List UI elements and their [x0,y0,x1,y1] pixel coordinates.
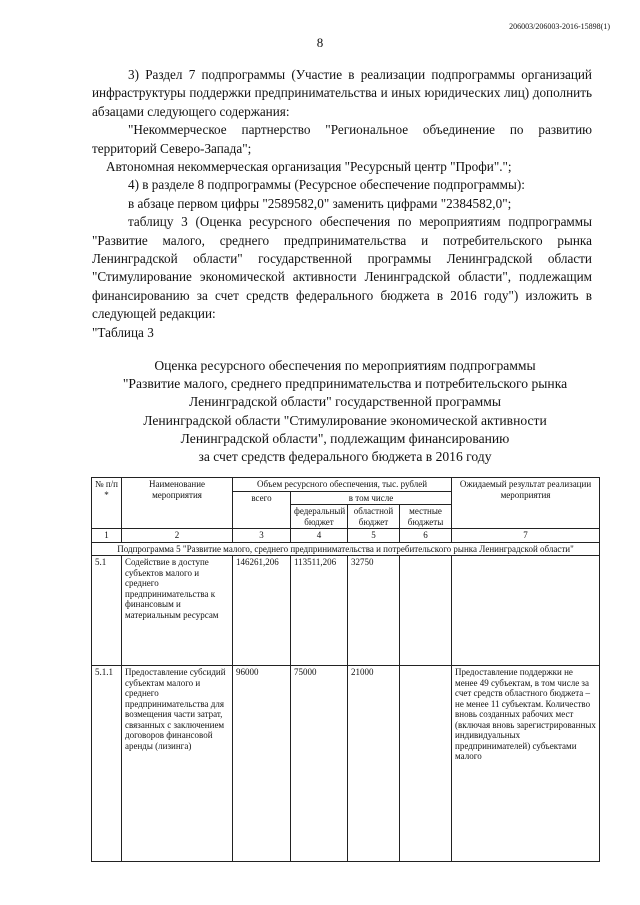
row-name: Содействие в доступе субъектов малого и среднего предпринимательства к финансовым и материальным ресурсам [122,556,233,666]
table-row [92,556,600,666]
header-including: в том числе [291,491,452,505]
column-number: 2 [122,529,233,543]
row-num: 5.1 [92,556,122,666]
column-number: 5 [348,529,400,543]
row-local [400,666,452,862]
paragraph-table-3: таблицу 3 (Оценка ресурсного обеспечения по мероприятиям подпрограммы "Развитие малого, среднего предпринимательства и потребительского рынка Ленинградской области" государственной программы Ленинградской области "Стимулирование экономической активности Ленинградской области", подлежащим финансированию за счет средств федерального бюджета в 2016 году") изложить в следующей редакции: [92,214,592,322]
paragraph-resource-center: Автономная некоммерческая организация "Ресурсный центр "Профи"."; [106,159,512,175]
document-id: 206003/206003-2016-15898(1) [509,22,610,31]
table-title-line: Ленинградской области", подлежащим финансированию [180,430,510,446]
table-title-line: Оценка ресурсного обеспечения по мероприятиям подпрограммы [154,358,536,373]
column-number: 7 [452,529,600,543]
header-name: Наименование мероприятия [122,478,233,529]
row-federal: 113511,206 [291,556,348,666]
paragraph-replace-figures: в абзаце первом цифры "2589582,0" заменить цифрами "2384582,0"; [128,195,512,211]
header-num: № п/п * [92,478,122,529]
subprogram-row [92,542,600,556]
header-result: Ожидаемый результат реализации мероприятия [452,478,600,529]
paragraph-partnership: "Некоммерческое партнерство "Региональное объединение по развитию территорий Северо-Запада"; [92,122,592,156]
paragraph-section-7: 3) Раздел 7 подпрограммы (Участие в реализации подпрограммы организаций инфраструктуры поддержки предпринимательства и иных юридических лиц) дополнить абзацами следующего содержания: [92,67,592,119]
body-text [92,66,592,342]
column-number: 3 [233,529,291,543]
header-regional: областной бюджет [348,505,400,529]
table-title-line: Ленинградской области" государственной программы [188,394,501,410]
table-3-label: "Таблица 3 [92,324,154,340]
column-number: 6 [400,529,452,543]
row-federal: 75000 [291,666,348,862]
header-federal: федеральный бюджет [291,505,348,529]
table-title-line: Ленинградской области "Стимулирование экономической активности [143,412,547,428]
table-title-line: "Развитие малого, среднего предпринимательства и потребительского рынка [122,376,568,392]
table-title [90,357,600,466]
page-number: 8 [316,35,324,50]
resource-table [91,477,600,862]
row-regional: 32750 [348,556,400,666]
column-number-row [92,529,600,543]
row-result: Предоставление поддержки не менее 49 субъектам, в том числе за счет средств областного бюджета – не менее 11 субъектам. Количество вновь созданных рабочих мест (включая вновь зарегистрированных индивидуальных предпринимателей) субъектами малого [452,666,600,862]
column-number: 4 [291,529,348,543]
row-total: 96000 [233,666,291,862]
header-local: местные бюджеты [400,505,452,529]
row-name: Предоставление субсидий субъектам малого и среднего предпринимательства для возмещения части затрат, связанных с заключением договоров финансовой аренды (лизинга) [122,666,233,862]
table-row [92,666,600,862]
header-volume: Объем ресурсного обеспечения, тыс. рублей [233,478,452,492]
paragraph-section-8: 4) в разделе 8 подпрограммы (Ресурсное обеспечение подпрограммы): [128,177,525,193]
row-result [452,556,600,666]
row-local [400,556,452,666]
row-regional: 21000 [348,666,400,862]
column-number: 1 [92,529,122,543]
subprogram-title: Подпрограмма 5 "Развитие малого, среднего предпринимательства и потребительского рынка Ленинградской области" [92,542,600,556]
row-total: 146261,206 [233,556,291,666]
header-total: всего [233,491,291,529]
table-title-line: за счет средств федерального бюджета в 2016 году [198,449,492,465]
row-num: 5.1.1 [92,666,122,862]
